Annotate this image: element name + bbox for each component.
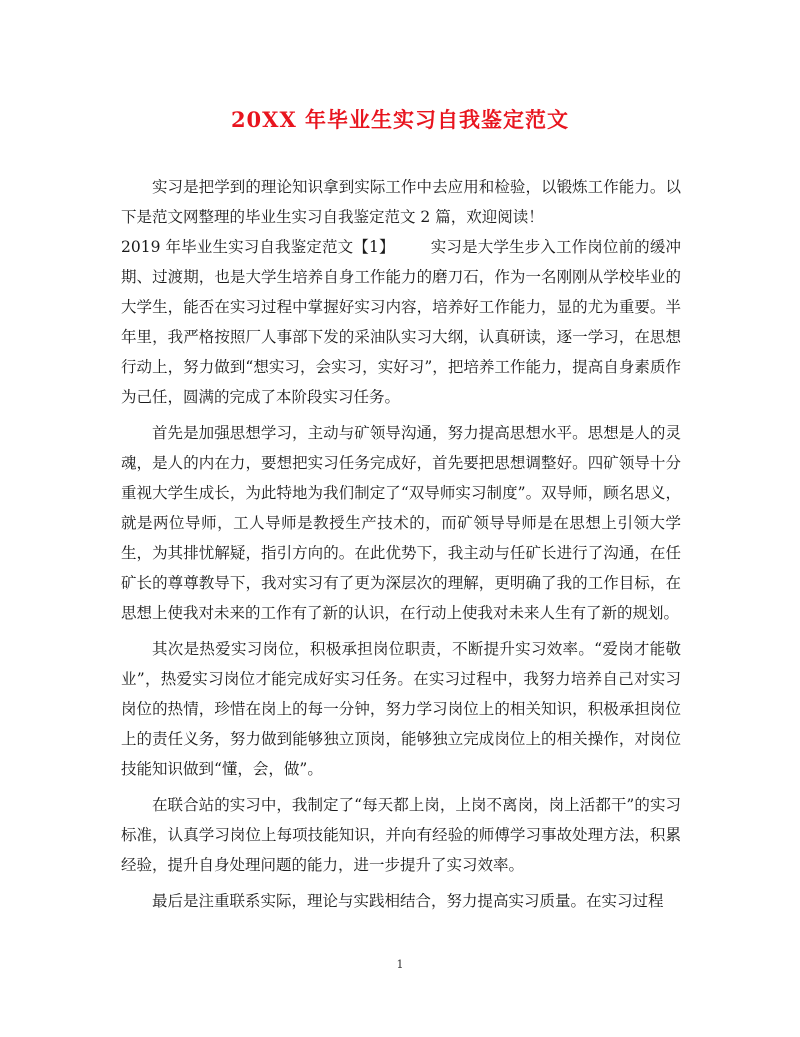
- paragraph-4: 在联合站的实习中，我制定了“每天都上岗，上岗不离岗，岗上活都干”的实习标准，认真学习岗位上每项技能知识，并向有经验的师傅学习事故处理方法，积累经验，提升自身处理问题的能力，进一步提升了实习效率。: [121, 796, 681, 874]
- paragraph-3: 其次是热爱实习岗位，积极承担岗位职责，不断提升实习效率。“爱岗才能敬业”，热爱实习岗位才能完成好实习任务。在实习过程中，我努力培养自己对实习岗位的热情，珍惜在岗上的每一分钟，努力学习岗位上的相关知识，积极承担岗位上的责任义务，努力做到能够独立顶岗，能够独立完成岗位上的相关操作，对岗位技能知识做到“懂，会，做”。: [121, 640, 681, 778]
- page-number: 1: [396, 958, 404, 971]
- document-body: [121, 172, 681, 922]
- section-paragraph: [121, 232, 681, 412]
- section-text: 实习是大学生步入工作岗位前的缓冲期、过渡期，也是大学生培养自身工作能力的磨刀石，作为一名刚刚从学校毕业的大学生，能否在实习过程中掌握好实习内容，培养好工作能力，显的尤为重要。半年里，我严格按照厂人事部下发的采油队实习大纲，认真研读，逐一学习，在思想行动上，努力做到“想实习，会实习，实好习”，把培养工作能力，提高自身素质作为己任，圆满的完成了本阶段实习任务。: [121, 238, 681, 406]
- document-title: 20XX 年毕业生实习自我鉴定范文: [230, 107, 570, 132]
- paragraph-5: 最后是注重联系实际，理论与实践相结合，努力提高实习质量。在实习过程: [152, 892, 664, 910]
- paragraph-2: 首先是加强思想学习，主动与矿领导沟通，努力提高思想水平。思想是人的灵魂，是人的内在力，要想把实习任务完成好，首先要把思想调整好。四矿领导十分重视大学生成长，为此特地为我们制定了“双导师实习制度”。双导师，顾名思义，就是两位导师，工人导师是教授生产技术的，而矿领导导师是在思想上引领大学生，为其排忧解疑，指引方向的。在此优势下，我主动与任矿长进行了沟通，在任矿长的尊尊教导下，我对实习有了更为深层次的理解，更明确了我的工作目标，在思想上使我对未来的工作有了新的认识，在行动上使我对未来人生有了新的规划。: [121, 424, 681, 622]
- section-heading: 2019 年毕业生实习自我鉴定范文【1】: [121, 238, 395, 256]
- intro-paragraph: 实习是把学到的理论知识拿到实际工作中去应用和检验，以锻炼工作能力。以下是范文网整理的毕业生实习自我鉴定范文 2 篇，欢迎阅读！: [121, 178, 681, 226]
